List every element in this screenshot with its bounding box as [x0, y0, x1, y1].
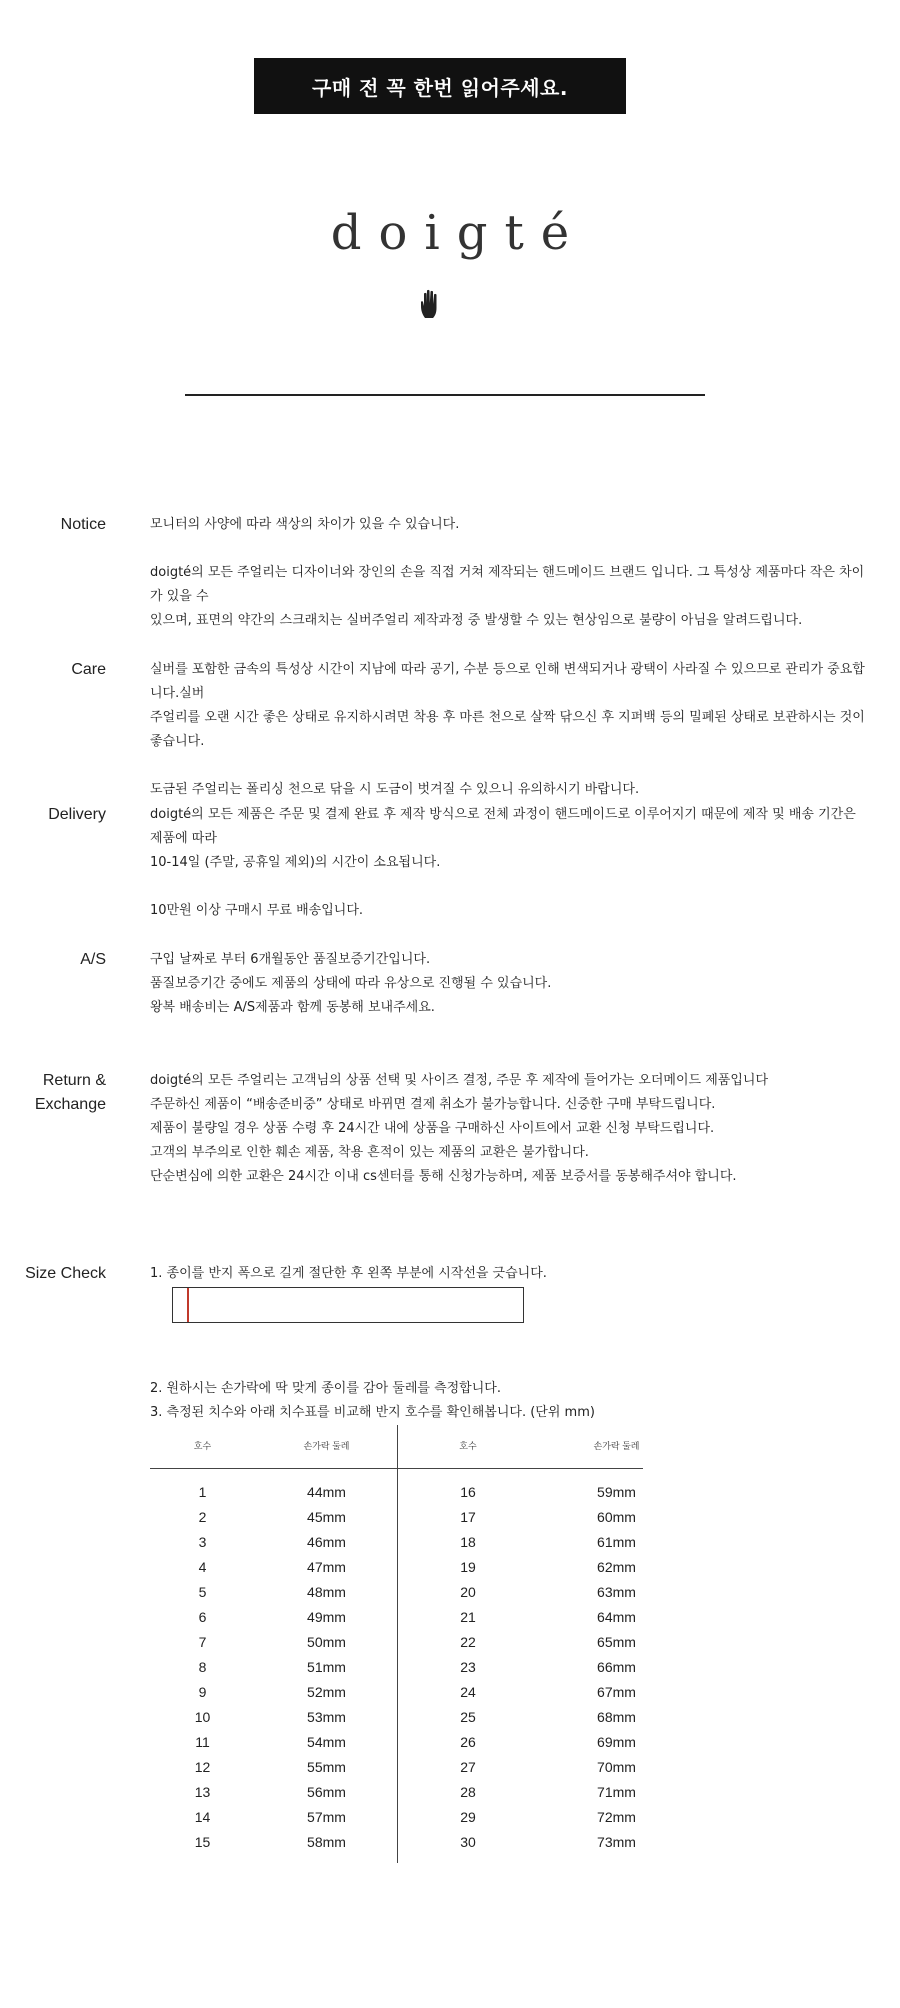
table-row	[150, 1754, 695, 1779]
table-cell: 2	[198, 1508, 207, 1525]
return-label-line1: Return &	[42, 1072, 106, 1089]
size-step: 1. 종이를 반지 폭으로 길게 절단한 후 왼쪽 부분에 시작선을 긋습니다.	[150, 1266, 547, 1281]
as-label: A/S	[80, 951, 106, 968]
table-cell: 12	[194, 1758, 211, 1775]
size-step: 2. 원하시는 손가락에 딱 맞게 종이를 감아 둘레를 측정합니다.	[150, 1381, 501, 1396]
notice-line: doigté의 모든 주얼리는 디자이너와 장인의 손을 직접 거쳐 제작되는 핸드메이드 브랜드 입니다. 그 특성상 제품마다 작은 차이가 있을 수	[150, 565, 865, 604]
delivery-body	[150, 803, 870, 923]
return-line: 주문하신 제품이 “배송준비중” 상태로 바뀌면 결제 취소가 불가능합니다. 신중한 구매 부탁드립니다.	[150, 1097, 716, 1112]
table-row	[150, 1804, 695, 1829]
size-steps-body	[150, 1377, 870, 1425]
notice-banner: 구매 전 꼭 한번 읽어주세요.	[254, 58, 626, 114]
table-cell: 24	[460, 1683, 476, 1700]
size-step: 3. 측정된 치수와 아래 치수표를 비교해 반지 호수를 확인해봅니다. (단위 mm)	[150, 1405, 595, 1420]
care-line: 주얼리를 오랜 시간 좋은 상태로 유지하시려면 착용 후 마른 천으로 살짝 닦으신 후 지퍼백 등의 밀폐된 상태로 보관하시는 것이 좋습니다.	[150, 710, 865, 749]
table-cell: 59mm	[597, 1483, 636, 1500]
delivery-line: 10-14일 (주말, 공휴일 제외)의 시간이 소요됩니다.	[150, 855, 441, 870]
table-cell: 68mm	[597, 1708, 636, 1725]
table-cell: 17	[460, 1508, 476, 1525]
table-cell: 6	[198, 1608, 207, 1625]
table-cell: 11	[195, 1733, 210, 1750]
table-cell: 71mm	[597, 1783, 636, 1800]
table-cell: 19	[460, 1558, 476, 1575]
care-label: Care	[71, 661, 106, 678]
table-cell: 52mm	[307, 1683, 346, 1700]
delivery-label: Delivery	[48, 806, 106, 823]
care-body	[150, 658, 870, 802]
table-cell: 23	[460, 1658, 476, 1675]
as-line: 품질보증기간 중에도 제품의 상태에 따라 유상으로 진행될 수 있습니다.	[150, 976, 552, 991]
header-divider	[185, 394, 705, 396]
table-cell: 29	[460, 1808, 476, 1825]
notice-line: 모니터의 사양에 따라 색상의 차이가 있을 수 있습니다.	[150, 517, 460, 532]
table-row	[150, 1729, 695, 1754]
delivery-line: doigté의 모든 제품은 주문 및 결제 완료 후 제작 방식으로 전체 과정이 핸드메이드로 이루어지기 때문에 제작 및 배송 기간은 제품에 따라	[150, 807, 856, 846]
start-line	[187, 1288, 189, 1322]
table-cell: 69mm	[597, 1733, 636, 1750]
table-cell: 27	[460, 1758, 476, 1775]
table-cell: 5	[198, 1583, 207, 1600]
table-cell: 60mm	[597, 1508, 636, 1525]
as-line: 구입 날짜로 부터 6개월동안 품질보증기간입니다.	[150, 952, 431, 967]
return-line: 고객의 부주의로 인한 훼손 제품, 착용 흔적이 있는 제품의 교환은 불가합니다.	[150, 1145, 589, 1160]
table-cell: 13	[194, 1783, 211, 1800]
table-cell: 44mm	[307, 1483, 346, 1500]
care-line: 실버를 포함한 금속의 특성상 시간이 지남에 따라 공기, 수분 등으로 인해 변색되거나 광택이 사라질 수 있으므로 관리가 중요합니다.실버	[150, 662, 865, 701]
table-cell: 15	[194, 1833, 211, 1850]
as-line: 왕복 배송비는 A/S제품과 함께 동봉해 보내주세요.	[150, 1000, 435, 1015]
table-cell: 51mm	[307, 1658, 346, 1675]
table-cell: 64mm	[597, 1608, 636, 1625]
table-cell: 7	[198, 1633, 207, 1650]
table-header-row	[150, 1425, 695, 1465]
table-cell: 56mm	[307, 1783, 346, 1800]
table-cell: 49mm	[307, 1608, 346, 1625]
size-step1-body	[150, 1262, 870, 1286]
table-column-divider	[397, 1425, 398, 1863]
care-line: 도금된 주얼리는 폴리싱 천으로 닦을 시 도금이 벗겨질 수 있으니 유의하시기 바랍니다.	[150, 782, 640, 797]
table-row	[150, 1679, 695, 1704]
table-cell: 21	[460, 1608, 476, 1625]
col-header: 손가락 둘레	[593, 1440, 640, 1451]
table-row	[150, 1529, 695, 1554]
table-row	[150, 1704, 695, 1729]
table-cell: 3	[198, 1533, 207, 1550]
table-cell: 72mm	[597, 1808, 636, 1825]
delivery-line: 10만원 이상 구매시 무료 배송입니다.	[150, 903, 364, 918]
notice-line: 있으며, 표면의 약간의 스크래치는 실버주얼리 제작과정 중 발생할 수 있는 현상임으로 불량이 아님을 알려드립니다.	[150, 613, 803, 628]
table-cell: 1	[198, 1483, 207, 1500]
col-header: 손가락 둘레	[303, 1440, 350, 1451]
table-cell: 47mm	[307, 1558, 346, 1575]
table-row	[150, 1554, 695, 1579]
table-body	[150, 1479, 695, 1854]
table-cell: 66mm	[597, 1658, 636, 1675]
table-cell: 70mm	[597, 1758, 636, 1775]
return-line: 단순변심에 의한 교환은 24시간 이내 cs센터를 통해 신청가능하며, 제품 보증서를 동봉해주셔야 합니다.	[150, 1169, 737, 1184]
table-cell: 45mm	[307, 1508, 346, 1525]
table-cell: 53mm	[307, 1708, 346, 1725]
table-cell: 4	[198, 1558, 207, 1575]
table-cell: 55mm	[307, 1758, 346, 1775]
hand-icon	[419, 288, 443, 320]
paper-strip-diagram	[172, 1287, 524, 1323]
table-row	[150, 1829, 695, 1854]
table-row	[150, 1779, 695, 1804]
col-header: 호수	[193, 1440, 212, 1451]
table-cell: 26	[460, 1733, 476, 1750]
table-cell: 14	[194, 1808, 211, 1825]
table-cell: 20	[460, 1583, 476, 1600]
table-header-divider	[150, 1468, 643, 1469]
table-cell: 9	[198, 1683, 207, 1700]
notice-label: Notice	[60, 516, 106, 533]
table-row	[150, 1579, 695, 1604]
table-cell: 73mm	[597, 1833, 636, 1850]
table-cell: 48mm	[307, 1583, 346, 1600]
table-row	[150, 1604, 695, 1629]
table-cell: 58mm	[307, 1833, 346, 1850]
table-cell: 62mm	[597, 1558, 636, 1575]
table-row	[150, 1479, 695, 1504]
table-cell: 30	[460, 1833, 476, 1850]
table-cell: 57mm	[307, 1808, 346, 1825]
table-cell: 63mm	[597, 1583, 636, 1600]
table-row	[150, 1504, 695, 1529]
return-line: doigté의 모든 주얼리는 고객님의 상품 선택 및 사이즈 결정, 주문 후 제작에 들어가는 오더메이드 제품입니다	[150, 1073, 769, 1088]
table-cell: 61mm	[597, 1533, 636, 1550]
col-header: 호수	[459, 1440, 477, 1451]
table-row	[150, 1629, 695, 1654]
return-body	[150, 1069, 870, 1189]
table-cell: 46mm	[307, 1533, 346, 1550]
as-body	[150, 948, 870, 1020]
table-cell: 25	[460, 1708, 476, 1725]
table-cell: 18	[460, 1533, 476, 1550]
brand-logo: doigté	[330, 205, 587, 261]
return-line: 제품이 불량일 경우 상품 수령 후 24시간 내에 상품을 구매하신 사이트에서 교환 신청 부탁드립니다.	[150, 1121, 715, 1136]
ring-size-table	[150, 1425, 695, 1854]
table-cell: 67mm	[597, 1683, 636, 1700]
table-cell: 65mm	[597, 1633, 636, 1650]
table-cell: 28	[460, 1783, 476, 1800]
table-cell: 54mm	[307, 1733, 346, 1750]
table-cell: 16	[460, 1483, 476, 1500]
table-cell: 10	[194, 1708, 211, 1725]
notice-body	[150, 513, 870, 633]
table-row	[150, 1654, 695, 1679]
size-label: Size Check	[25, 1265, 106, 1282]
return-label-line2: Exchange	[34, 1096, 106, 1113]
table-cell: 50mm	[307, 1633, 346, 1650]
return-label	[35, 1069, 106, 1117]
table-cell: 8	[198, 1658, 207, 1675]
table-cell: 22	[460, 1633, 476, 1650]
